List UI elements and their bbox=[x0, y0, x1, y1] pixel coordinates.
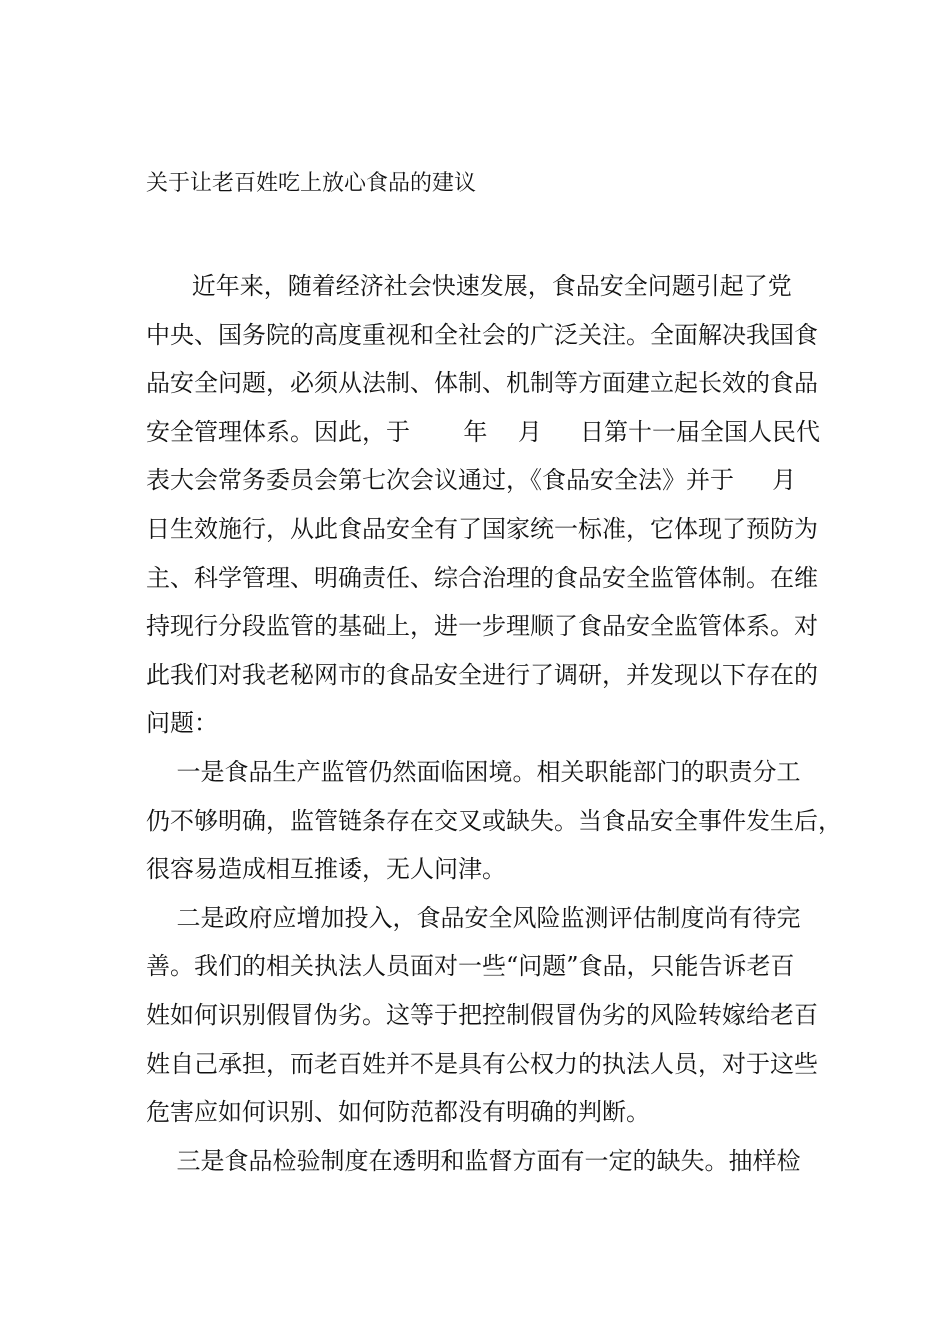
body-line: 主、科学管理、明确责任、综合治理的食品安全监管体制。在维 bbox=[146, 563, 818, 592]
body-line: 很容易造成相互推诿，无人问津。 bbox=[146, 855, 506, 884]
body-line: 仍不够明确，监管链条存在交叉或缺失。当食品安全事件发生后， bbox=[146, 806, 842, 835]
body-line: 表大会常务委员会第七次会议通过，《食品安全法》并于 月 bbox=[146, 466, 797, 495]
document-title: 关于让老百姓吃上放心食品的建议 bbox=[146, 171, 477, 196]
body-line: 姓自己承担，而老百姓并不是具有公权力的执法人员，对于这些 bbox=[146, 1049, 818, 1078]
body-line: 问题： bbox=[146, 709, 218, 738]
body-line: 持现行分段监管的基础上，进一步理顺了食品安全监管体系。对 bbox=[146, 612, 818, 641]
body-line: 安全管理体系。因此，于 年 月 日第十一届全国人民代 bbox=[146, 417, 821, 446]
body-line: 姓如何识别假冒伪劣。这等于把控制假冒伪劣的风险转嫁给老百 bbox=[146, 1000, 818, 1029]
body-line: 一是食品生产监管仍然面临困境。相关职能部门的职责分工 bbox=[146, 757, 801, 786]
body-line: 危害应如何识别、如何防范都没有明确的判断。 bbox=[146, 1098, 650, 1127]
document-body bbox=[146, 262, 842, 1185]
body-line: 日生效施行，从此食品安全有了国家统一标准，它体现了预防为 bbox=[146, 514, 818, 543]
body-line: 善。我们的相关执法人员面对一些“问题”食品，只能告诉老百 bbox=[146, 952, 795, 981]
body-line: 品安全问题，必须从法制、体制、机制等方面建立起长效的食品 bbox=[146, 369, 818, 398]
body-line: 近年来，随着经济社会快速发展，食品安全问题引起了党 bbox=[146, 272, 792, 300]
body-line: 二是政府应增加投入，食品安全风险监测评估制度尚有待完 bbox=[146, 903, 801, 932]
body-line: 三是食品检验制度在透明和监督方面有一定的缺失。抽样检 bbox=[146, 1146, 801, 1175]
body-line: 此我们对我老秘网市的食品安全进行了调研，并发现以下存在的 bbox=[146, 660, 818, 689]
body-line: 中央、国务院的高度重视和全社会的广泛关注。全面解决我国食 bbox=[146, 320, 818, 349]
